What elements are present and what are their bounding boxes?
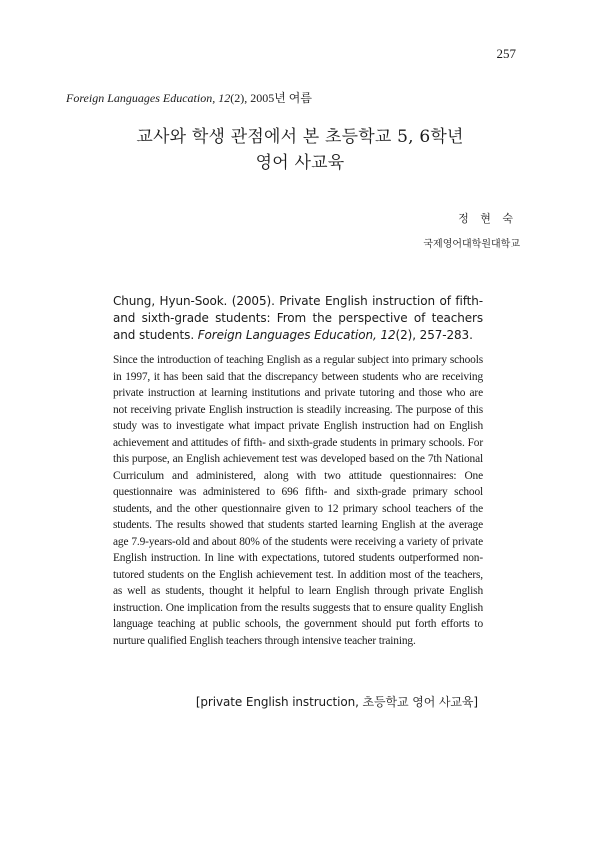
journal-name: Foreign Languages Education,: [66, 91, 216, 105]
citation-rest: (2), 257-283.: [395, 328, 473, 342]
citation: [113, 293, 483, 344]
journal-year-season: 2005년 여름: [250, 91, 312, 105]
page-number: 257: [496, 46, 516, 61]
author-affiliation: 국제영어대학원대학교: [423, 239, 520, 250]
citation-text: Chung, Hyun-Sook. (2005). Private English instruction of fifth- and sixth-grade students: From the perspective of teachers and students.: [113, 294, 483, 342]
journal-header: [66, 89, 312, 106]
journal-issue: (2),: [230, 91, 248, 105]
abstract: Since the introduction of teaching English as a regular subject into primary schools in 1997, it has been said that the discrepancy between students who are receiving private instruction at learning institutions and private tutoring and those who are not receiving private English instruction is steadily increasing. The purpose of this study was to investigate what impact private English instruction had on English achievement and attitudes of fifth- and sixth-grade students in primary schools. For this purpose, an English achievement test was developed based on the 7th National Curriculum and administered, along with two attitude questionnaires: One questionnaire was administered to 696 fifth- and sixth-grade primary school students, and the other questionnaire given to 12 primary school teachers of the students. The results showed that students started learning English at the average age 7.9-years-old and about 80% of the students were receiving a variety of private English instruction. In line with expectations, tutored students outperformed non-tutored students on the English achievement test. In addition most of the teachers, as well as students, thought it helpful to learn English through private English instruction. One implication from the results suggests that to ensure quality English language teaching at public schools, the government should put forth efforts to nurture qualified English teachers through intensive teacher training.: [113, 354, 483, 647]
keywords: [private English instruction, 초등학교 영어 사교육]: [195, 695, 478, 709]
article-title: [0, 124, 600, 176]
author-name: 정 현 숙: [458, 212, 517, 225]
article-title-line1: 교사와 학생 관점에서 본 초등학교 5, 6학년: [136, 127, 464, 147]
article-title-line2: 영어 사교육: [255, 153, 345, 173]
citation-journal: Foreign Languages Education,: [197, 328, 377, 342]
citation-volume: 12: [380, 328, 396, 342]
journal-volume: 12: [218, 91, 231, 105]
